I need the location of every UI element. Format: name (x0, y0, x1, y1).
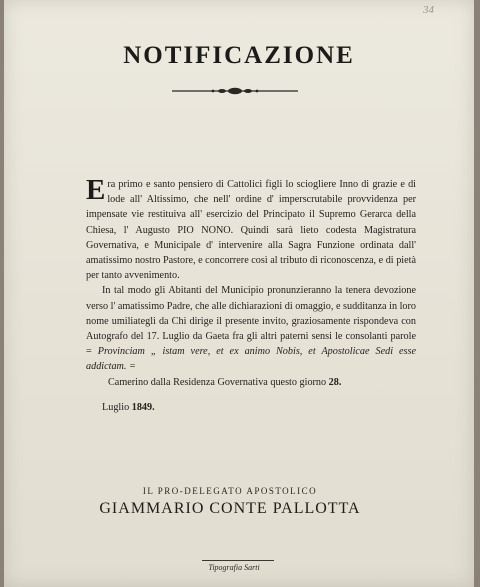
date-month: Luglio (102, 401, 130, 413)
document-page (4, 0, 474, 587)
latin-quote: Provinciam „ istam vere, et ex animo Nobis, et Apostolicae Sedi esse addictam. = (86, 346, 417, 373)
notice-body (86, 174, 417, 415)
date-line (102, 400, 416, 415)
date-year: 1849. (131, 401, 155, 413)
archive-number: 34 (423, 4, 434, 16)
paragraph-1 (86, 174, 416, 283)
paragraph-2 (86, 283, 416, 374)
dropcap: E (86, 174, 106, 206)
paragraph-1-text: ra primo e santo pensiero di Cattolici figli lo sciogliere Inno di grazie e di lode all' Altissimo, che nell' ordine d' imperscrutabile provvidenza per impensate vie restituiva all' esercizio del Principato il Supremo Gerarca della Chiesa, l' Augusto PIO NONO. Quindi sarà lieto codesta Magistratura Governativa, e Municipale d' intervenire alla Sagra Funzione ordinata dall' amatissimo nostro Pastore, e concorrere così al tributo di riconoscenza, e di pietà per tanto avvenimento. (86, 179, 416, 282)
printer-credit: Tipografia Sarti (208, 563, 260, 572)
paragraph-2-text: In tal modo gli Abitanti del Municipio pronunzieranno la tenera devozione verso l' amatissimo Padre, che alle dichiarazioni di omaggio, e sudditanza in loro nome umiliategli da Chi dirige il presente invito, graziosamente rispondeva con Autografo del 17. Luglio da Gaeta fra gli altri paterni sensi le consolanti parole = (86, 285, 417, 358)
ornament-divider-icon (172, 86, 298, 96)
signer-role: IL PRO-DELEGATO APOSTOLICO (142, 486, 318, 496)
place-line (86, 375, 416, 390)
day-number: 28. (328, 376, 342, 388)
printer-rule (202, 560, 274, 561)
place-text: Camerino dalla Residenza Governativa questo giorno (108, 376, 327, 388)
page-title: NOTIFICAZIONE (123, 42, 355, 69)
signer-name: GIAMMARIO CONTE PALLOTTA (99, 500, 361, 517)
